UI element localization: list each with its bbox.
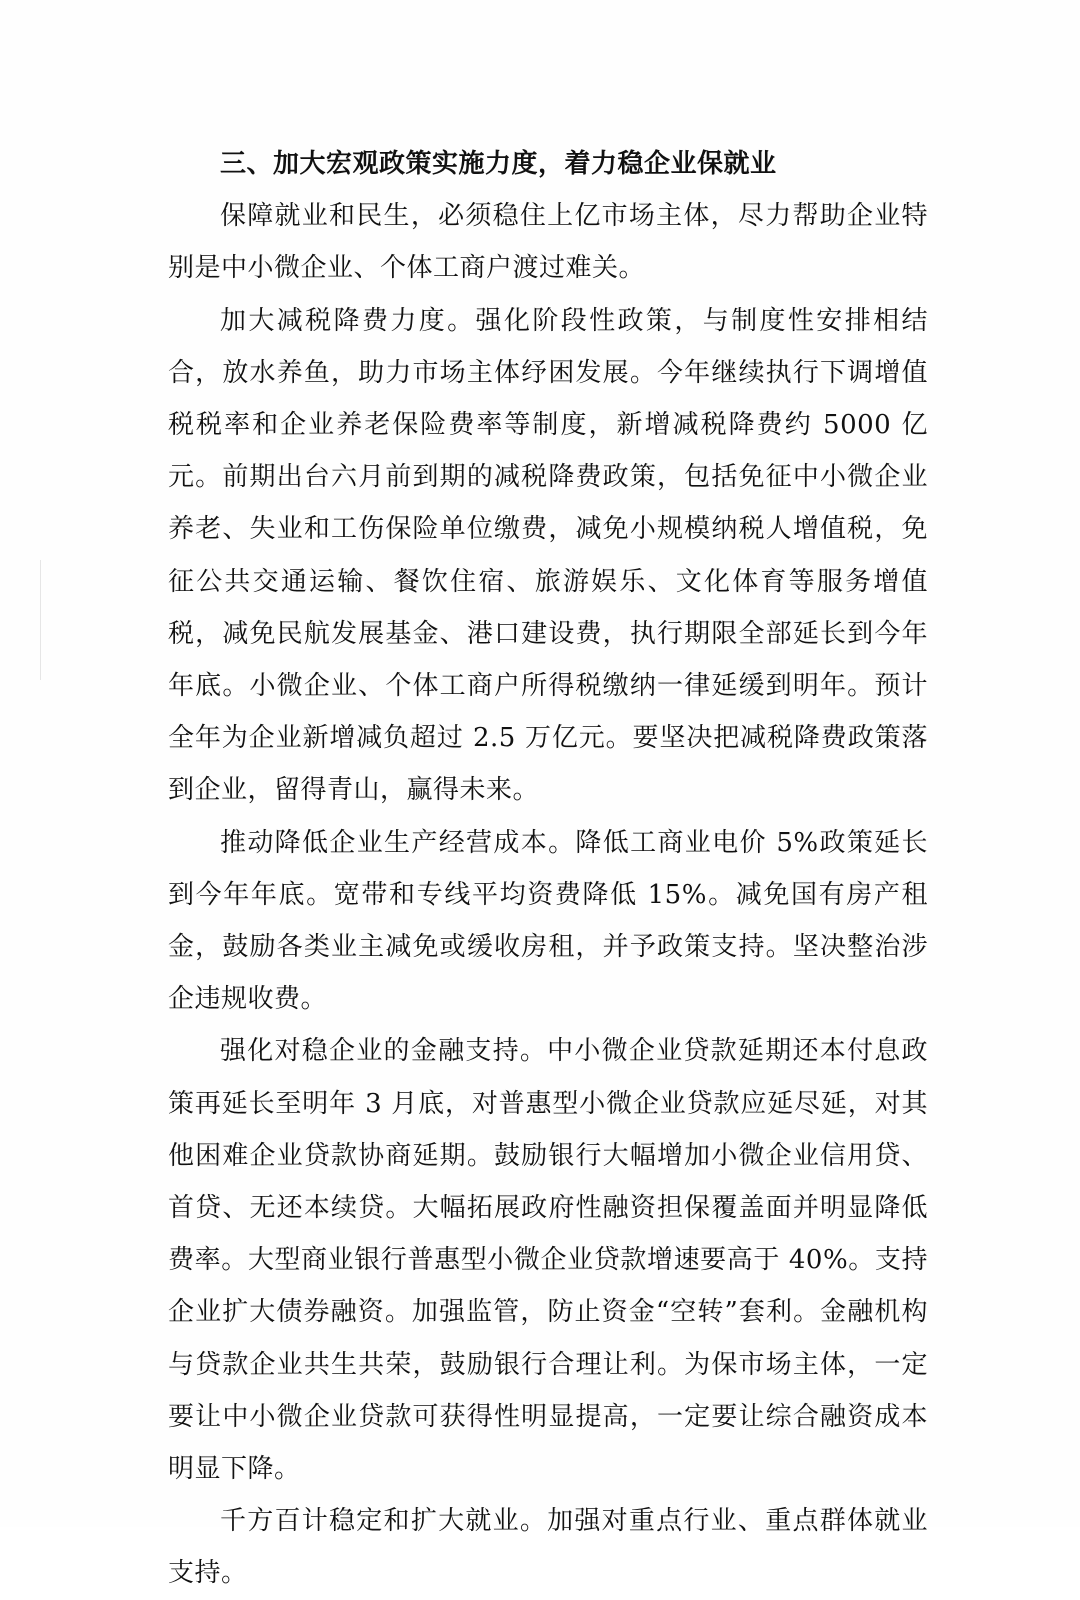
scan-edge-mark	[40, 560, 41, 680]
paragraph-employment-livelihood: 保障就业和民生，必须稳住上亿市场主体，尽力帮助企业特别是中小微企业、个体工商户渡过难关。	[168, 201, 928, 284]
paragraph-tax-fee-reduction: 加大减税降费力度。强化阶段性政策，与制度性安排相结合，放水养鱼，助力市场主体纾困发展。今年继续执行下调增值税税率和企业养老保险费率等制度，新增减税降费约 5000 亿元。前期出台六月前到期的减税降费政策，包括免征中小微企业养老、失业和工伤保险单位缴费，减免小规模纳税人增值税，免征公共交通运输、餐饮住宿、旅游娱乐、文化体育等服务增值税，减免民航发展基金、港口建设费，执行期限全部延长到今年年底。小微企业、个体工商户所得税缴纳一律延缓到明年。预计全年为企业新增减负超过 2.5 万亿元。要坚决把减税降费政策落到企业，留得青山，赢得未来。	[168, 305, 928, 806]
paragraph-financial-support: 强化对稳企业的金融支持。中小微企业贷款延期还本付息政策再延长至明年 3 月底，对普惠型小微企业贷款应延尽延，对其他困难企业贷款协商延期。鼓励银行大幅增加小微企业信用贷、首贷、无还本续贷。大幅拓展政府性融资担保覆盖面并明显降低费率。大型商业银行普惠型小微企业贷款增速要高于 40%。支持企业扩大债券融资。加强监管，防止资金“空转”套利。金融机构与贷款企业共生共荣，鼓励银行合理让利。为保市场主体，一定要让中小微企业贷款可获得性明显提高，一定要让综合融资成本明显下降。	[168, 1036, 928, 1485]
document-body	[168, 138, 928, 1600]
section-heading: 三、加大宏观政策实施力度，着力稳企业保就业	[220, 149, 777, 179]
paragraph-employment-expansion: 千方百计稳定和扩大就业。加强对重点行业、重点群体就业支持。	[168, 1506, 928, 1589]
paragraph-cost-reduction: 推动降低企业生产经营成本。降低工商业电价 5%政策延长到今年年底。宽带和专线平均资费降低 15%。减免国有房产租金，鼓励各类业主减免或缓收房租，并予政策支持。坚决整治涉企违规收费。	[168, 827, 928, 1015]
